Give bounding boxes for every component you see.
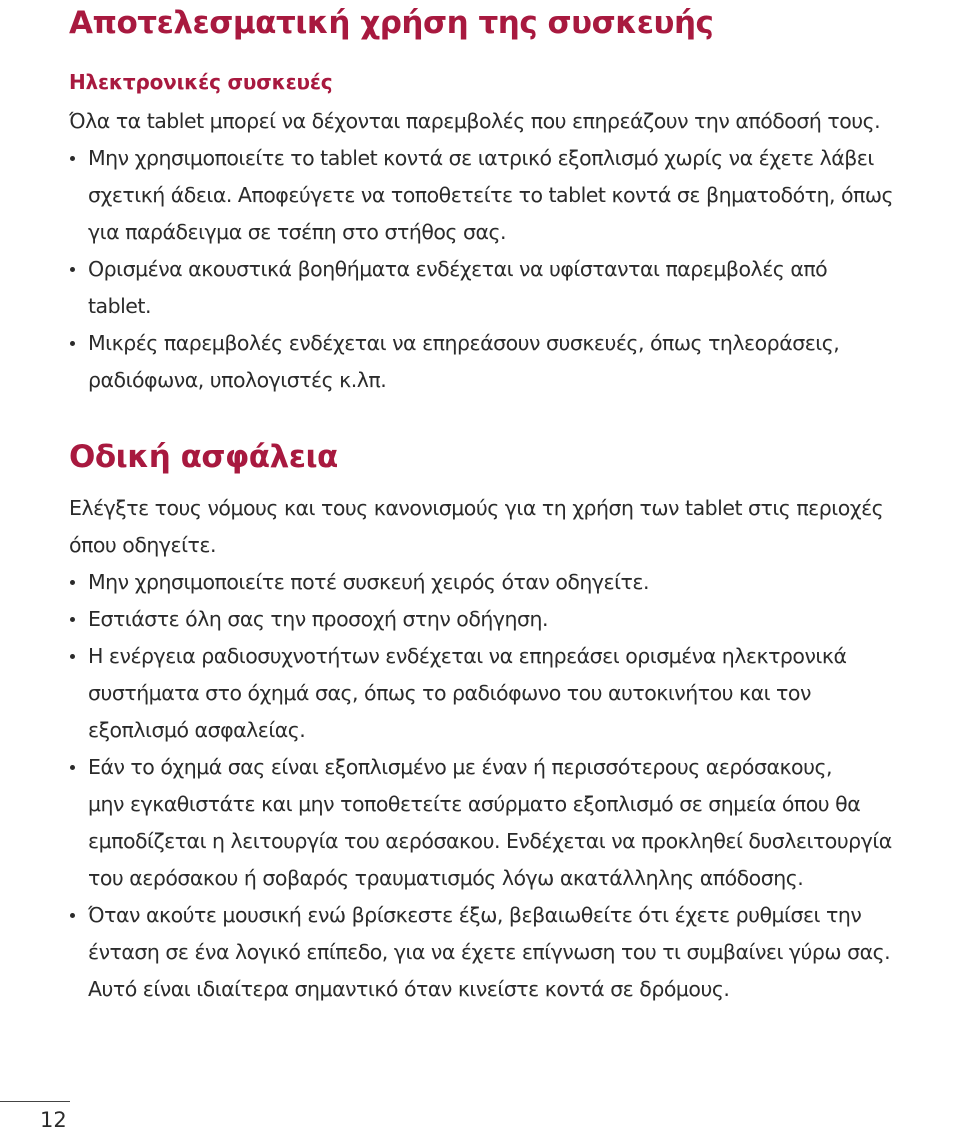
subsection-title-electronic-devices: Ηλεκτρονικές συσκευές [69,70,333,94]
line: Η ενέργεια ραδιοσυχνοτήτων ενδέχεται να επηρεάσει ορισμένα ηλεκτρονικά [88,644,847,668]
document-page [69,0,949,1008]
bullet-icon [70,267,75,272]
line: Όταν ακούτε μουσική ενώ βρίσκεστε έξω, βεβαιωθείτε ότι έχετε ρυθμίσει την [88,903,862,927]
line: Μικρές παρεμβολές ενδέχεται να επηρεάσουν συσκευές, όπως τηλεοράσεις, [88,331,840,355]
line: ένταση σε ένα λογικό επίπεδο, για να έχετε επίγνωση του τι συμβαίνει γύρω σας. [88,940,891,964]
intro-paragraph: Όλα τα tablet μπορεί να δέχονται παρεμβολές που επηρεάζουν την απόδοσή τους. [69,109,881,133]
bullet-icon [70,341,75,346]
line: όπου οδηγείτε. [69,533,216,557]
bullet-list-road-safety [69,564,949,1008]
line: εμποδίζεται η λειτουργία του αερόσακου. Ενδέχεται να προκληθεί δυσλειτουργία [88,829,892,853]
list-item [69,601,949,638]
bullet-icon [70,913,75,918]
line: Μην χρησιμοποιείτε το tablet κοντά σε ιατρικό εξοπλισμό χωρίς να έχετε λάβει [88,146,874,170]
bullet-icon [70,580,75,585]
list-item [69,325,949,399]
bullet-icon [70,617,75,622]
line: μην εγκαθιστάτε και μην τοποθετείτε ασύρματο εξοπλισμό σε σημεία όπου θα [88,792,861,816]
line: ραδιόφωνα, υπολογιστές κ.λπ. [88,368,387,392]
line: του αερόσακου ή σοβαρός τραυματισμός λόγω ακατάλληλης απόδοσης. [88,866,804,890]
bullet-icon [70,156,75,161]
list-item [69,251,949,325]
line: Ορισμένα ακουστικά βοηθήματα ενδέχεται να υφίστανται παρεμβολές από [88,257,828,281]
section-title-device-usage: Αποτελεσματική χρήση της συσκευής [69,5,714,41]
line: σχετική άδεια. Αποφεύγετε να τοποθετείτε το tablet κοντά σε βηματοδότη, όπως [88,183,894,207]
list-item [69,897,949,1008]
bullet-icon [70,765,75,770]
road-safety-intro [69,490,949,564]
bullet-list-electronic [69,140,949,399]
bullet-icon [70,654,75,659]
line: Εάν το όχημά σας είναι εξοπλισμένο με έναν ή περισσότερους αερόσακους, [88,755,832,779]
list-item [69,140,949,251]
line: συστήματα στο όχημά σας, όπως το ραδιόφωνο του αυτοκινήτου και τον [88,681,811,705]
footer-divider [0,1101,70,1102]
line: για παράδειγμα σε τσέπη στο στήθος σας. [88,220,507,244]
page-number: 12 [40,1108,67,1132]
list-item [69,564,949,601]
line: εξοπλισμό ασφαλείας. [88,718,306,742]
list-item [69,638,949,749]
line: Ελέγξτε τους νόμους και τους κανονισμούς για τη χρήση των tablet στις περιοχές [69,496,884,520]
section-title-road-safety: Οδική ασφάλεια [69,439,338,475]
list-item [69,749,949,897]
line: tablet. [88,294,151,318]
line: Αυτό είναι ιδιαίτερα σημαντικό όταν κινείστε κοντά σε δρόμους. [88,977,730,1001]
line: Μην χρησιμοποιείτε ποτέ συσκευή χειρός όταν οδηγείτε. [88,570,649,594]
line: Εστιάστε όλη σας την προσοχή στην οδήγηση. [88,607,548,631]
